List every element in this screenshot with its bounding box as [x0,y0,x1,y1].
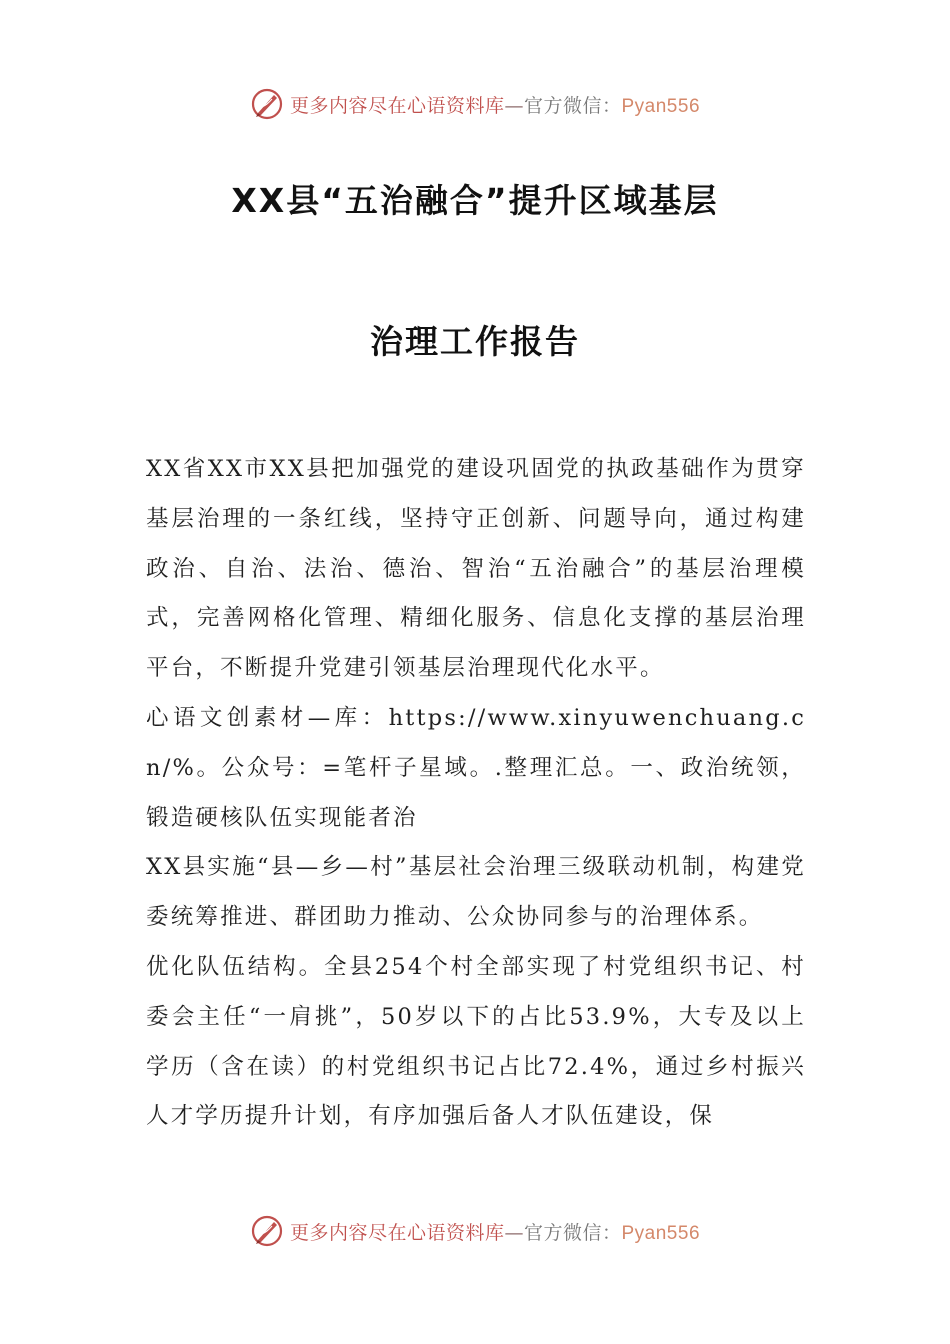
paragraph: 优化队伍结构。全县254个村全部实现了村党组织书记、村委会主任“一肩挑”，50岁以下的占比53.9%，大专及以上学历（含在读）的村党组织书记占比72.4%，通过乡村振兴人才学历提升计划，有序加强后备人才队伍建设，保 [146,953,806,1130]
quill-pen-logo-icon [250,1214,284,1248]
document-title-line-1: XX县“五治融合”提升区域基层 [231,181,719,220]
footer-banner [0,1211,950,1251]
header-banner [0,84,950,124]
banner-wechat-label: 官方微信： [523,94,622,117]
paragraph: 心语文创素材—库：https://www.xinyuwenchuang.cn/%。公众号：=笔杆子星域。.整理汇总。一、政治统领，锻造硬核队伍实现能者治 [146,704,806,831]
banner-wechat-id: Pyan556 [621,1222,701,1244]
document-title-line-2: 治理工作报告 [370,322,580,361]
banner-wechat-id: Pyan556 [621,95,701,117]
paragraph: XX县实施“县—乡—村”基层社会治理三级联动机制，构建党委统筹推进、群团助力推动、公众协同参与的治理体系。 [146,854,806,931]
banner-text [290,1218,700,1245]
banner-dash: — [504,94,524,117]
quill-pen-logo-icon [250,87,284,121]
banner-text [290,91,700,118]
banner-wechat-label: 官方微信： [523,1221,622,1244]
paragraph: XX省XX市XX县把加强党的建设巩固党的执政基础作为贯穿基层治理的一条红线，坚持守正创新、问题导向，通过构建政治、自治、法治、德治、智治“五治融合”的基层治理模式，完善网格化管理、精细化服务、信息化支撑的基层治理平台，不断提升党建引领基层治理现代化水平。 [146,456,806,682]
banner-main-text: 更多内容尽在心语资料库 [289,94,505,117]
document-body [146,445,806,1142]
banner-main-text: 更多内容尽在心语资料库 [289,1221,505,1244]
banner-dash: — [504,1221,524,1244]
